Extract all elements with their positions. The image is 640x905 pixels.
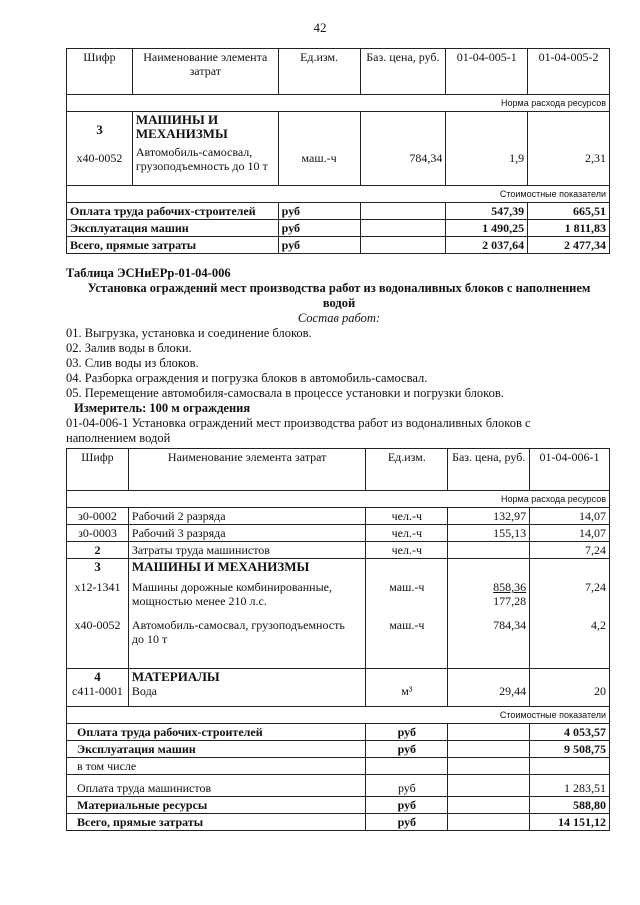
table2-description xyxy=(66,266,612,446)
material-value: 20 xyxy=(594,684,606,698)
resource-table-01-04-005 xyxy=(66,48,610,254)
total-label: Оплата труда рабочих-строителей xyxy=(67,724,366,741)
machines-cell-price xyxy=(360,112,446,186)
total-value: 9 508,75 xyxy=(530,741,610,758)
materials-cell-code xyxy=(67,669,129,707)
table-row xyxy=(67,542,610,559)
work-step: 05. Перемещение автомобиля-самосвала в процессе установки и погрузки блоков. xyxy=(66,386,504,400)
row-unit: чел.-ч xyxy=(366,542,448,559)
machines-cell-name xyxy=(132,112,278,186)
table-caption: Таблица ЭСНиЕРр-01-04-006 xyxy=(66,266,231,280)
norm-label-row xyxy=(67,491,610,508)
header-code: Шифр xyxy=(67,449,129,491)
measure-unit: Измеритель: 100 м ограждения xyxy=(74,401,251,415)
table-title-line2: водой xyxy=(322,296,356,310)
machines-cell-name xyxy=(128,559,366,669)
total-row xyxy=(67,741,610,758)
row-name-line2: грузоподъемность до 10 т xyxy=(135,159,268,173)
machine1-name-line1: Машины дорожные комбинированные, xyxy=(131,580,332,594)
machine1-value: 7,24 xyxy=(585,580,606,594)
total-value-2: 1 811,83 xyxy=(528,220,610,237)
total-value: 588,80 xyxy=(530,797,610,814)
row-code: з0-0003 xyxy=(67,525,129,542)
total-empty xyxy=(360,220,446,237)
header-name: Наименование элемента затрат xyxy=(132,49,278,95)
total-unit: руб xyxy=(366,775,448,797)
total-row xyxy=(67,775,610,797)
row-name-line1: Автомобиль-самосвал, xyxy=(135,145,253,159)
machine1-name-line2: мощностью менее 210 л.с. xyxy=(131,594,267,608)
row-price: 155,13 xyxy=(448,525,530,542)
machine1-unit: маш.-ч xyxy=(389,580,425,594)
machines-cell-value xyxy=(530,559,610,669)
machines-cell-unit xyxy=(278,112,360,186)
total-label: в том числе xyxy=(67,758,366,775)
total-unit: руб xyxy=(278,203,360,220)
table-header-row xyxy=(67,449,610,491)
total-empty xyxy=(360,203,446,220)
section-title-line1: МАШИНЫ И xyxy=(135,112,219,127)
total-value-1: 547,39 xyxy=(446,203,528,220)
total-value: 4 053,57 xyxy=(530,724,610,741)
machines-cell-price xyxy=(448,559,530,669)
work-step: 03. Слив воды из блоков. xyxy=(66,356,199,370)
total-row xyxy=(67,237,610,254)
total-unit: руб xyxy=(278,237,360,254)
machines-block-row xyxy=(67,112,610,186)
page-number: 42 xyxy=(313,20,327,35)
machines-cell-code xyxy=(67,559,129,669)
work-step: 02. Залив воды в блоки. xyxy=(66,341,192,355)
total-unit: руб xyxy=(278,220,360,237)
materials-cell-name xyxy=(128,669,366,707)
section-title-line2: МЕХАНИЗМЫ xyxy=(135,126,228,141)
norm-label-row xyxy=(67,95,610,112)
resource-table-01-04-006 xyxy=(66,448,610,831)
total-empty xyxy=(448,758,530,775)
row-value: 14,07 xyxy=(530,525,610,542)
table-row xyxy=(67,525,610,542)
row-value: 14,07 xyxy=(530,508,610,525)
header-unit: Ед.изм. xyxy=(278,49,360,95)
total-label: Эксплуатация машин xyxy=(67,220,279,237)
total-row xyxy=(67,220,610,237)
machine1-price-line2: 177,28 xyxy=(493,594,527,608)
header-col-01-04-005-2: 01-04-005-2 xyxy=(528,49,610,95)
machine2-code: х40-0052 xyxy=(74,618,121,632)
norm-label: Норма расхода ресурсов xyxy=(67,491,610,508)
machines-block-row xyxy=(67,559,610,669)
section-number: 4 xyxy=(94,669,101,684)
material-code: с411-0001 xyxy=(72,684,123,698)
header-col-01-04-005-1: 01-04-005-1 xyxy=(446,49,528,95)
work-step: 01. Выгрузка, установка и соединение блоков. xyxy=(66,326,312,340)
materials-block-row xyxy=(67,669,610,707)
header-unit: Ед.изм. xyxy=(366,449,448,491)
machine1-price: 858,36 xyxy=(493,580,527,594)
materials-cell-value xyxy=(530,669,610,707)
row-name: Рабочий 3 разряда xyxy=(128,525,366,542)
machines-cell-v2 xyxy=(528,112,610,186)
row-code: з0-0002 xyxy=(67,508,129,525)
table-title-line1: Установка ограждений мест производства работ из водоналивных блоков с наполнением xyxy=(87,281,591,295)
total-value: 1 283,51 xyxy=(530,775,610,797)
total-empty xyxy=(448,775,530,797)
total-label: Материальные ресурсы xyxy=(67,797,366,814)
total-label: Эксплуатация машин xyxy=(67,741,366,758)
total-label: Всего, прямые затраты xyxy=(67,814,366,831)
total-empty xyxy=(448,814,530,831)
header-col-01-04-006-1: 01-04-006-1 xyxy=(530,449,610,491)
machines-cell-code xyxy=(67,112,133,186)
total-row xyxy=(67,203,610,220)
section-title: МАШИНЫ И МЕХАНИЗМЫ xyxy=(131,559,310,574)
section-number: 3 xyxy=(96,122,103,137)
cost-label: Стоимостные показатели xyxy=(67,186,610,203)
cost-label: Стоимостные показатели xyxy=(67,707,610,724)
total-empty xyxy=(448,724,530,741)
cost-label-row xyxy=(67,707,610,724)
row-code: 2 xyxy=(67,542,129,559)
total-value-1: 1 490,25 xyxy=(446,220,528,237)
total-row xyxy=(67,758,610,775)
total-value-2: 2 477,34 xyxy=(528,237,610,254)
norm-label: Норма расхода ресурсов xyxy=(67,95,610,112)
item-description-line2: наполнением водой xyxy=(66,431,171,445)
total-value: 14 151,12 xyxy=(530,814,610,831)
row-value-1: 1,9 xyxy=(509,151,525,165)
machines-cell-v1 xyxy=(446,112,528,186)
total-value-1: 2 037,64 xyxy=(446,237,528,254)
cost-label-row xyxy=(67,186,610,203)
material-price: 29,44 xyxy=(499,684,527,698)
row-unit: чел.-ч xyxy=(366,508,448,525)
machine2-name-line1: Автомобиль-самосвал, грузоподъемность xyxy=(131,618,345,632)
machines-cell-unit xyxy=(366,559,448,669)
row-value: 7,24 xyxy=(530,542,610,559)
work-step: 04. Разборка ограждения и погрузка блоков в автомобиль-самосвал. xyxy=(66,371,428,385)
row-price-empty xyxy=(448,542,530,559)
table-header-row xyxy=(67,49,610,95)
item-description-line1: 01-04-006-1 Установка ограждений мест производства работ из водоналивных блоков с xyxy=(66,416,531,430)
header-code: Шифр xyxy=(67,49,133,95)
total-unit: руб xyxy=(366,797,448,814)
section-title: МАТЕРИАЛЫ xyxy=(131,669,220,684)
row-code: х40-0052 xyxy=(76,151,123,165)
total-row xyxy=(67,724,610,741)
materials-cell-unit xyxy=(366,669,448,707)
total-label: Оплата труда рабочих-строителей xyxy=(67,203,279,220)
row-value-2: 2,31 xyxy=(585,151,606,165)
machine2-name-line2: до 10 т xyxy=(131,632,168,646)
row-name: Затраты труда машинистов xyxy=(128,542,366,559)
machine2-price: 784,34 xyxy=(493,618,527,632)
header-name: Наименование элемента затрат xyxy=(128,449,366,491)
total-unit: руб xyxy=(366,741,448,758)
header-price: Баз. цена, руб. xyxy=(448,449,530,491)
total-unit: руб xyxy=(366,724,448,741)
total-row xyxy=(67,797,610,814)
total-empty xyxy=(448,741,530,758)
total-empty xyxy=(360,237,446,254)
machine2-unit: маш.-ч xyxy=(389,618,425,632)
materials-cell-price xyxy=(448,669,530,707)
row-price: 132,97 xyxy=(448,508,530,525)
row-price: 784,34 xyxy=(409,151,443,165)
total-label: Всего, прямые затраты xyxy=(67,237,279,254)
machine2-value: 4,2 xyxy=(591,618,606,632)
total-row xyxy=(67,814,610,831)
row-unit: чел.-ч xyxy=(366,525,448,542)
table-row xyxy=(67,508,610,525)
row-unit: маш.-ч xyxy=(301,151,337,165)
total-label: Оплата труда машинистов xyxy=(67,775,366,797)
total-value xyxy=(530,758,610,775)
total-value-2: 665,51 xyxy=(528,203,610,220)
machine1-code: х12-1341 xyxy=(74,580,121,594)
total-unit xyxy=(366,758,448,775)
material-unit: м³ xyxy=(401,684,413,698)
row-name: Рабочий 2 разряда xyxy=(128,508,366,525)
total-empty xyxy=(448,797,530,814)
total-unit: руб xyxy=(366,814,448,831)
material-name: Вода xyxy=(131,684,157,698)
header-price: Баз. цена, руб. xyxy=(360,49,446,95)
work-composition-heading: Состав работ: xyxy=(297,311,381,325)
section-number: 3 xyxy=(94,559,101,574)
